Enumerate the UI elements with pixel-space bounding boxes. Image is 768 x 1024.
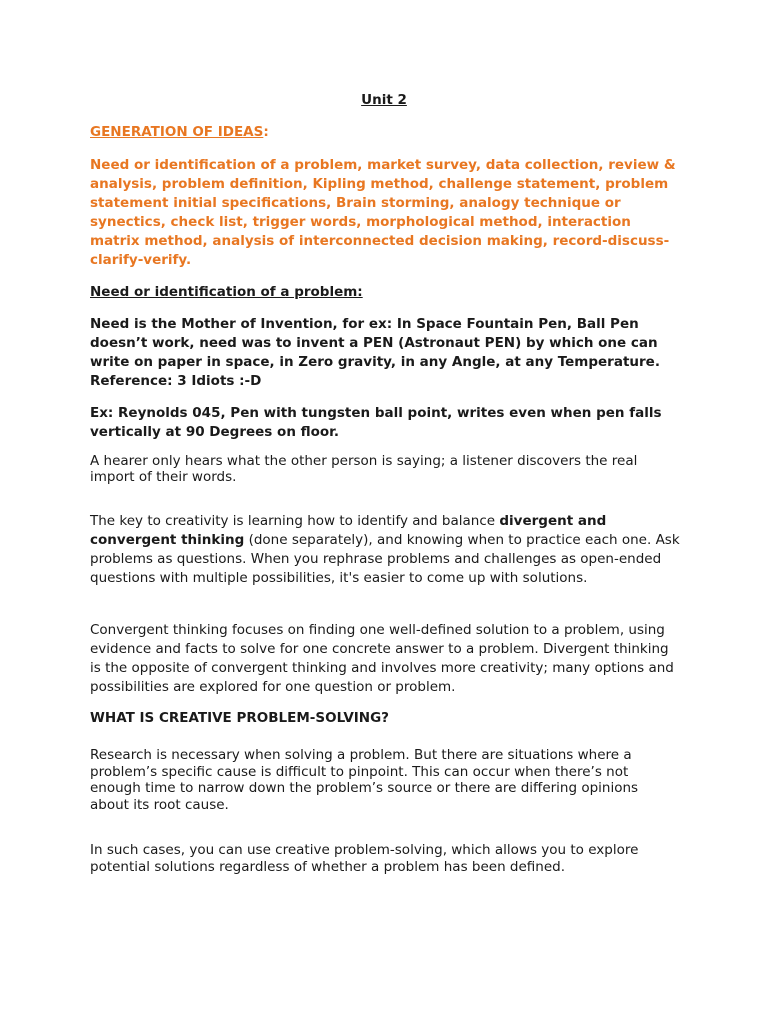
creative-problem-solving-heading: WHAT IS CREATIVE PROBLEM-SOLVING? xyxy=(90,710,390,726)
generation-list: Need or identification of a problem, market survey, data collection, review & analysis, problem definition, Kipling method, challenge statement, problem statement initial specifications, Brain storming, analogy technique or synectics, check list, trigger words, morphological method, interaction matrix method, analysis of interconnected decision making, record-discuss-clarify-verify. xyxy=(90,157,676,268)
generation-heading-text: GENERATION OF IDEAS xyxy=(90,124,264,140)
convergent-paragraph: Convergent thinking focuses on finding one well-defined solution to a problem, using evidence and facts to solve for one concrete answer to a problem. Divergent thinking is the opposite of convergent thinking and involves more creativity; many options and possibilities are explored for one question or problem. xyxy=(90,622,674,695)
creativity-bold-phrase: divergent and convergent thinking xyxy=(90,513,607,548)
page-title: Unit 2 xyxy=(361,92,407,108)
creativity-text-before: The key to creativity is learning how to identify and balance xyxy=(90,513,500,529)
creativity-paragraph xyxy=(90,512,680,588)
generation-heading xyxy=(90,124,680,140)
generation-heading-colon: : xyxy=(263,124,269,140)
example-paragraph: Ex: Reynolds 045, Pen with tungsten ball point, writes even when pen falls vertically at 90 Degrees on floor. xyxy=(90,405,662,440)
need-paragraph: Need is the Mother of Invention, for ex: In Space Fountain Pen, Ball Pen doesn’t work, need was to invent a PEN (Astronaut PEN) by which one can write on paper in space, in Zero gravity, in any Angle, at any Temperature. Reference: 3 Idiots :-D xyxy=(90,316,660,389)
creativity-text-after: (done separately), and knowing when to practice each one. Ask problems as questions. When you rephrase problems and challenges as open-ended questions with multiple possibilities, it's easier to come up with solutions. xyxy=(90,532,680,586)
research-paragraph: Research is necessary when solving a problem. But there are situations where a problem’s specific cause is difficult to pinpoint. This can occur when there’s not enough time to narrow down the problem’s source or there are differing opinions about its root cause. xyxy=(90,747,639,814)
such-cases-paragraph: In such cases, you can use creative problem-solving, which allows you to explore potential solutions regardless of whether a problem has been defined. xyxy=(90,842,639,875)
hearer-paragraph: A hearer only hears what the other person is saying; a listener discovers the real import of their words. xyxy=(90,453,638,485)
need-heading: Need or identification of a problem: xyxy=(90,284,363,300)
